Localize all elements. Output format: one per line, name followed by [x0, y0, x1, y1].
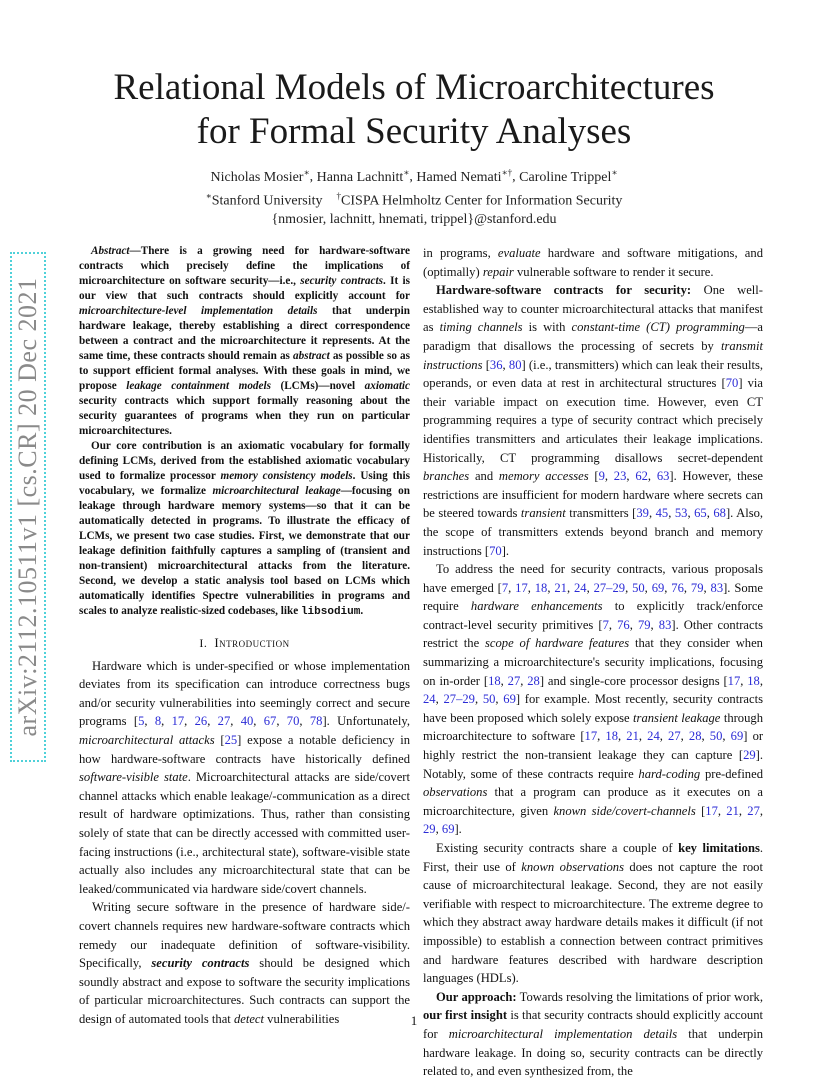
paper-title	[0, 66, 828, 154]
citation-link[interactable]: 24	[573, 580, 587, 595]
citation-link[interactable]: 18	[534, 580, 548, 595]
author-affiliation-mark: ∗†	[501, 167, 513, 177]
citation-link[interactable]: 21	[726, 803, 739, 818]
italic-term: hardware enhancements	[470, 599, 603, 614]
citation-link[interactable]: 17	[584, 729, 598, 744]
italic-term: known side/covert-channels	[553, 803, 696, 818]
italic-term: axiomatic	[364, 380, 411, 392]
citation-link[interactable]: 50	[709, 729, 723, 744]
code-term: libsodium	[300, 606, 361, 618]
italic-term: memory accesses	[498, 469, 589, 484]
citation-link[interactable]: 23	[613, 469, 627, 484]
citation-link[interactable]: 28	[688, 729, 702, 744]
citation-link[interactable]: 80	[508, 357, 522, 372]
bold-term: Hardware-software contracts for security:	[436, 283, 692, 298]
citation-link[interactable]: 83	[658, 617, 672, 632]
citation-link[interactable]: 21	[626, 729, 639, 744]
arxiv-stamp[interactable]	[10, 252, 46, 762]
citation-link[interactable]: 18	[605, 729, 618, 744]
citation-link[interactable]: 62	[635, 469, 648, 484]
affiliations	[0, 187, 828, 211]
author-affiliation-mark: ∗	[303, 167, 310, 177]
italic-term: scope of hardware features	[485, 636, 630, 651]
citation-link[interactable]: 27–29	[443, 692, 475, 707]
abstract-paragraph-1: Abstract—There is a growing need for hardware-software contracts which precisely define the implications of microarchitecture on software security—i.e., security contracts. It is our view that such contracts should explicitly account for microarchitecture-level implementation details that underpin hardware leakage, thereby establishing a direct correspondence between a contract and the microarchitecture it represents. At the same time, these contracts should remain as abstract as possible so as to support efficient formal analyses. With these goals in mind, we propose leakage containment models (LCMs)—novel axiomatic security contracts which support formally reasoning about the security guarantees of programs when they run on particular microarchitectures.	[79, 245, 411, 437]
author-affiliation-mark: ∗	[611, 167, 618, 177]
abstract	[79, 244, 410, 620]
italic-term: microarchitectural implementation details	[448, 1026, 678, 1041]
citation-link[interactable]: 76	[671, 580, 684, 595]
citation-link[interactable]: 69	[651, 580, 665, 595]
citation-link[interactable]: 17	[705, 803, 718, 818]
citation-link[interactable]: 27	[217, 714, 231, 729]
italic-term: repair	[482, 264, 514, 279]
bold-term: our first insight	[423, 1008, 508, 1023]
citation-link[interactable]: 70	[286, 714, 300, 729]
italic-term: detect	[233, 1011, 265, 1026]
citation-link[interactable]: 63	[656, 469, 670, 484]
italic-term: observations	[423, 785, 488, 800]
affiliation-2-mark: †	[336, 190, 342, 201]
citation-link[interactable]: 79	[690, 580, 704, 595]
citation-link[interactable]: 39	[636, 506, 649, 521]
citation-link[interactable]: 27	[747, 803, 760, 818]
italic-term: constant-time (CT) programming	[571, 320, 745, 335]
author-name: Hamed Nemati∗†	[416, 167, 513, 185]
italic-term: leakage containment models	[126, 380, 271, 392]
left-column	[79, 244, 410, 1028]
italic-term: security contracts	[300, 275, 383, 287]
citation-link[interactable]: 69	[441, 822, 455, 837]
citation-link[interactable]: 25	[224, 732, 238, 747]
abstract-paragraph-2: Our core contribution is an axiomatic vocabulary for formally defining LCMs, derived from the established axiomatic vocabulary used to formalize processor memory consistency models. Using this vocabulary, we formalize microarchitectural leakage—focusing on leakage through hardware memory systems—so that it can be automatically detected in programs. To illustrate the efficacy of LCMs, we present two case studies. First, we demonstrate that our leakage definition faithfully captures a sampling of (transient and non-transient) microarchitectural attacks from the literature. Second, we develop a static analysis tool based on LCMs which automatically identifies Spectre vulnerabilities in programs and scales to analyze realistic-sized codebases, like libsodium.	[79, 440, 410, 618]
citation-link[interactable]: 7	[501, 580, 509, 595]
abstract-label: Abstract	[91, 245, 130, 257]
section-heading-introduction	[79, 634, 410, 653]
author-name: Hanna Lachnitt∗	[316, 167, 410, 185]
citation-link[interactable]: 29	[743, 748, 756, 763]
italic-term: microarchitectural attacks	[79, 732, 215, 747]
italic-term: timing channels	[439, 320, 523, 335]
title-line-2: for Formal Security Analyses	[196, 111, 632, 152]
affiliation-1-mark: ∗	[205, 190, 212, 201]
italic-term: abstract	[293, 350, 330, 362]
intro-paragraph-2: Writing secure software in the presence of hardware side/-covert channels requires new hardware-software contracts which remedy our inadequate definition of software-visibility. Specifically, security contracts should be designed which soundly abstract and expose to software the security implications of particular microarchitectures. Such contracts can support the design of automated tools that detect vulnerabilities	[79, 900, 410, 1026]
citation-link[interactable]: 21	[554, 580, 567, 595]
italic-term: transient	[520, 506, 566, 521]
italic-term: memory consistency models	[220, 470, 353, 482]
citation-link[interactable]: 70	[489, 543, 502, 558]
intro-paragraph-limitations: Existing security contracts share a couple of key limitations. First, their use of known observations does not capture the root cause of microarchitectural leakage. Second, they are not easily verifiable with respect to microarchitecture. The extreme degree to which they abstract away hardware details makes it difficult (if not impossible) to establish a connection between contract primitives and hardware features described with hardware description languages (HDLs).	[423, 841, 764, 986]
author-emails: {nmosier, lachnitt, hnemati, trippel}@stanford.edu	[271, 212, 557, 228]
intro-paragraph-approach: Our approach: Towards resolving the limitations of prior work, our first insight is that security contracts should explicitly account for microarchitectural implementation details that underpin hardware leakage. In doing so, security contracts can be directly related to, and even synthesized from, the	[423, 989, 763, 1079]
citation-link[interactable]: 50	[482, 692, 496, 707]
citation-link[interactable]: 29	[423, 822, 436, 837]
citation-link[interactable]: 9	[598, 469, 605, 484]
citation-link[interactable]: 24	[423, 692, 436, 707]
citation-link[interactable]: 50	[632, 580, 645, 595]
right-column	[423, 244, 763, 1081]
bold-term: key limitations	[678, 841, 760, 855]
citation-link[interactable]: 27	[507, 673, 521, 688]
citation-link[interactable]: 26	[194, 714, 208, 729]
intro-paragraph-1: Hardware which is under-specified or whose implementation deviates from its specification can introduce correctness bugs and/or security vulnerabilities into seemingly correct and secure programs [5, 8, 17, 26, 27, 40, 67, 70, 78]. Unfortunately, microarchitectural attacks [25] expose a notable deficiency in how hardware-software contracts have historically defined software-visible state. Microarchitectural attacks are side/covert channel attacks which enable leakage/-communication as a direct result of hardware optimizations. Thus, rather than consisting solely of state that can be directly accessed with committed user-facing instructions (i.e., architectural state), software-visible state actually also includes any microarchitectural state that can be leaked/communicated via hardware side/covert channels.	[79, 658, 411, 896]
author-name: Caroline Trippel∗	[519, 167, 618, 185]
citation-link[interactable]: 67	[263, 714, 277, 729]
intro-paragraph-proposals: To address the need for security contracts, various proposals have emerged [7, 17, 18, 21, 24, 27–29, 50, 69, 76, 79, 83]. Some require hardware enhancements to explicitly track/enforce contract-level security primitives [7, 76, 79, 83]. Other contracts restrict the scope of hardware features that they consider when summarizing a microarchitecture's security implications, focusing on in-order [18, 27, 28] and single-core processor designs [17, 18, 24, 27–29, 50, 69] for example. Most recently, security contracts have been proposed which solely expose transient leakage through microarchitecture to software [17, 18, 21, 24, 27, 28, 50, 69] or highly restrict the non-transient leakage they can capture [29]. Notably, some of these contracts require hard-coding pre-defined observations that a program can produce as it executes on a microarchitecture, given known side/covert-channels [17, 21, 27, 29, 69].	[423, 562, 764, 837]
citation-link[interactable]: 27–29	[593, 580, 626, 595]
citation-link[interactable]: 24	[647, 729, 660, 744]
intro-paragraph-contracts: Hardware-software contracts for security: One well-established way to counter microarchitectural attacks that manifest as timing channels is with constant-time (CT) programming—a paradigm that disallows the processing of secrets by transmit instructions [36, 80] (i.e., transmitters) which can leak their results, operands, or even data at rest in architectural structures [70] via their variable impact on execution time. However, even CT programming requires a type of security contract which precisely identifies transmitters and articulates their leakage implications. Historically, CT programming disallows secret-dependent branches and memory accesses [9, 23, 62, 63]. However, these restrictions are insufficient for modern hardware where secrets can be steered towards transient transmitters [39, 45, 53, 65, 68]. Also, the scope of transmitters extends beyond branch and memory instructions [70].	[423, 283, 764, 558]
citation-link[interactable]: 79	[637, 617, 651, 632]
italic-term: transient leakage	[633, 710, 721, 725]
italic-term: software-visible state	[79, 770, 188, 785]
italic-term: transmit instructions	[423, 338, 763, 372]
italic-term: microarchitectural leakage	[212, 485, 341, 497]
citation-link[interactable]: 45	[655, 506, 669, 521]
section-number: I.	[199, 636, 208, 650]
bold-term: Our approach:	[436, 989, 517, 1004]
italic-term: hard-coding	[638, 766, 701, 781]
citation-link[interactable]: 17	[727, 673, 741, 688]
emphasis-term: security contracts	[151, 956, 250, 971]
italic-term: branches	[423, 469, 470, 484]
citation-link[interactable]: 17	[515, 580, 528, 595]
author-name: Nicholas Mosier∗	[210, 167, 310, 185]
citation-link[interactable]: 27	[668, 729, 681, 744]
arxiv-identifier[interactable]: arXiv:2112.10511v1 [cs.CR] 20 Dec 2021	[13, 277, 42, 737]
author-affiliation-mark: ∗	[403, 167, 410, 177]
affiliation-1: Stanford University	[211, 193, 323, 209]
title-line-1: Relational Models of Microarchitectures	[113, 67, 715, 108]
citation-link[interactable]: 68	[713, 506, 726, 521]
author-names: Nicholas Mosier∗, Hanna Lachnitt∗, Hamed Nemati∗†, Caroline Trippel∗	[210, 167, 618, 185]
citation-link[interactable]: 18	[747, 673, 760, 688]
citation-link[interactable]: 17	[171, 714, 185, 729]
citation-link[interactable]: 36	[489, 357, 503, 372]
italic-term: evaluate	[497, 246, 541, 260]
citation-link[interactable]: 65	[694, 506, 707, 521]
citation-link[interactable]: 76	[617, 617, 630, 632]
citation-link[interactable]: 69	[503, 692, 516, 707]
citation-link[interactable]: 78	[309, 714, 323, 729]
citation-link[interactable]: 70	[725, 376, 739, 391]
citation-link[interactable]: 7	[602, 617, 609, 632]
citation-link[interactable]: 8	[154, 714, 162, 729]
citation-link[interactable]: 5	[138, 714, 145, 729]
citation-link[interactable]: 69	[730, 729, 744, 744]
citation-link[interactable]: 18	[488, 673, 501, 688]
section-title: Introduction	[214, 635, 290, 650]
citation-link[interactable]: 53	[674, 506, 688, 521]
italic-term: known observations	[521, 859, 624, 874]
author-block	[0, 163, 828, 229]
citation-link[interactable]: 40	[240, 714, 254, 729]
affiliation-2: CISPA Helmholtz Center for Information Security	[341, 193, 623, 209]
intro-paragraph-2-continued: in programs, evaluate hardware and software mitigations, and (optimally) repair vulnerable software to render it secure.	[423, 246, 763, 279]
citation-link[interactable]: 28	[527, 673, 540, 688]
italic-term: microarchitecture-level implementation details	[79, 305, 318, 317]
citation-link[interactable]: 83	[710, 580, 724, 595]
page-number: 1	[410, 1013, 418, 1028]
